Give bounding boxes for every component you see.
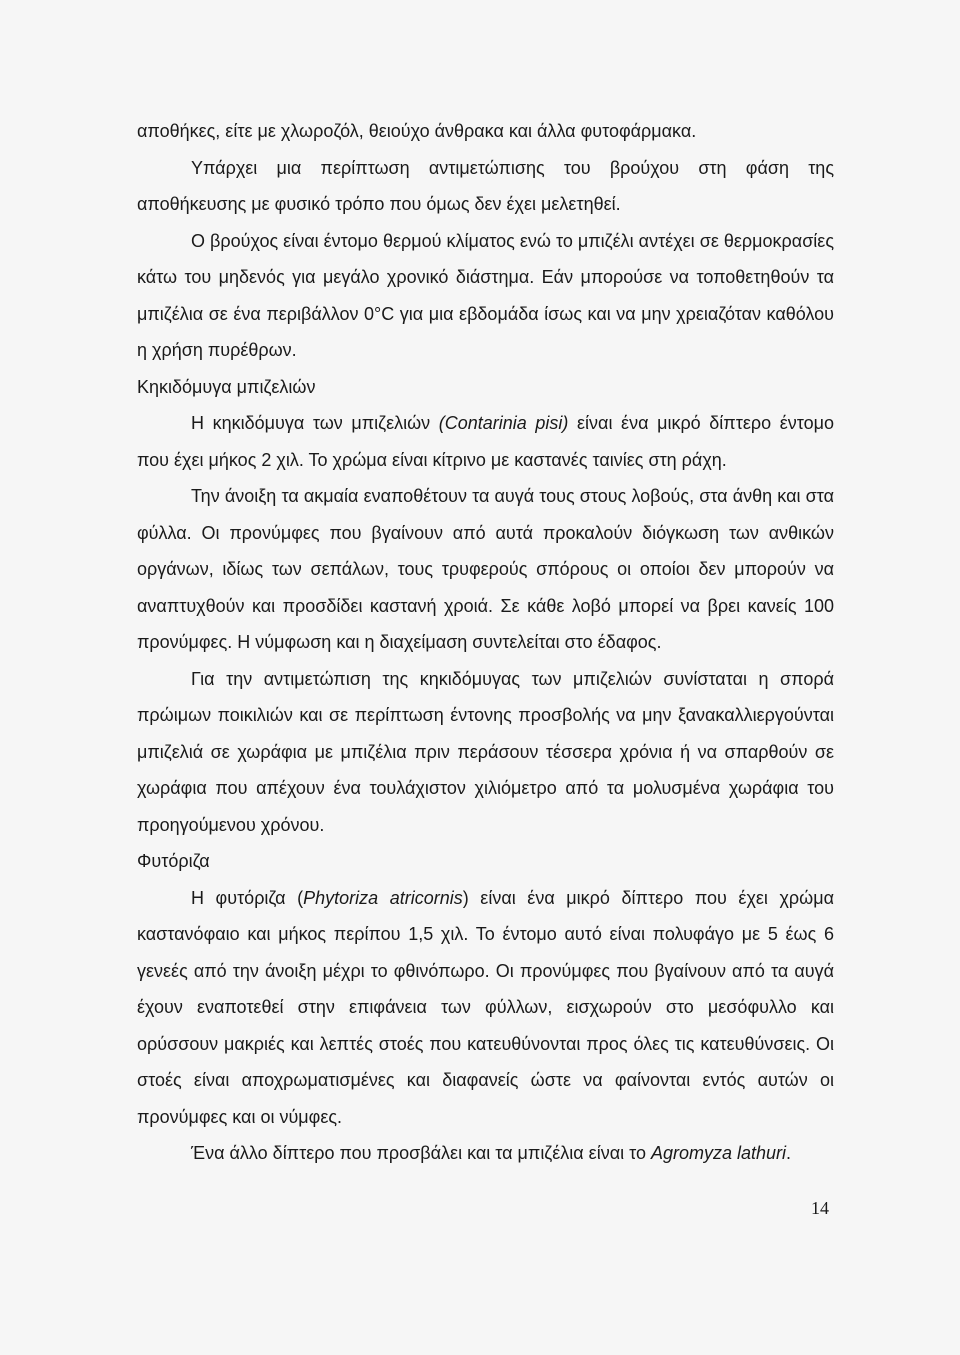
heading-pea-midge: Κηκιδόμυγα μπιζελιών [137,376,316,397]
paragraph-text: ) είναι ένα μικρό δίπτερο που έχει χρώμα καστανόφαιο και μήκος περίπου 1,5 χιλ. Το έντομο αυτό είναι πολυφάγο με 5 έως 6 γενεές από την άνοιξη μέχρι το φθινόπωρο. Οι προνύμφες που βγαίνουν από τα αυγά έχουν εναποτεθεί στην επιφάνεια των φύλλων, εισχωρούν στο μεσόφυλλο και ορύσσουν μακριές και λεπτές στοές που κατευθύνονται προς όλες τις κατευθύνσεις. Οι στοές είναι αποχρωματισμένες και διαφανείς ώστε να φαίνονται εντός αυτών οι προνύμφες και οι νύμφες. [137,887,834,1127]
paragraph-phytoriza-description [137,880,834,1136]
heading-phytoriza: Φυτόριζα [137,851,210,871]
paragraph-pea-midge-damage: Την άνοιξη τα ακμαία εναποθέτουν τα αυγά τους στους λοβούς, στα άνθη και στα φύλλα. Οι προνύμφες που βγαίνουν από αυτά προκαλούν διόγκωση των ανθικών οργάνων, ιδίως των σεπάλων, τους τρυφερούς σπόρους οι οποίοι δεν μπορούν να αναπτυχθούν και προσδίδει καστανή χροιά. Σε κάθε λοβό μπορεί να βρει κανείς 100 προνύμφες. Η νύμφωση και η διαχείμαση συντελείται στο έδαφος. [137,486,834,652]
paragraph-text: Η φυτόριζα ( [191,887,304,908]
scientific-name-contarinia: (Contarinia pisi) [438,413,569,433]
page-number: 14 [811,1198,829,1218]
scientific-name-phytoriza: Phytoriza atricornis [303,887,463,908]
scientific-name-agromyza: Agromyza lathuri [650,1143,787,1163]
paragraph-text: Η κηκιδόμυγα των μπιζελιών [191,413,439,433]
paragraph-text: . [786,1143,792,1163]
paragraph-pea-midge-control: Για την αντιμετώπιση της κηκιδόμυγας των μπιζελιών συνίσταται η σπορά πρώιμων ποικιλιών και σε περίπτωση έντονης προσβολής να μην ξανακαλλιεργούνται μπιζελιά σε χωράφια με μπιζέλια πριν περάσουν τέσσερα χρόνια ή να σπαρθούν σε χωράφια που απέχουν ένα τουλάχιστον χιλιόμετρο από τα μολυσμένα χωράφια του προηγούμενου χρόνου. [137,668,834,835]
paragraph-agromyza [137,1135,834,1172]
paragraph-natural-storage: Υπάρχει μια περίπτωση αντιμετώπισης του βρούχου στη φάση της αποθήκευσης με φυσικό τρόπο που όμως δεν έχει μελετηθεί. [137,157,834,214]
paragraph-storage-chemicals: αποθήκες, είτε με χλωροζόλ, θειούχο άνθρακα και άλλα φυτοφάρμακα. [137,121,697,141]
paragraph-pea-midge-description [137,405,834,478]
body-text [137,113,834,1172]
paragraph-text: είναι ένα μικρό δίπτερο έντομο που έχει μήκος 2 χιλ. Το χρώμα είναι κίτρινο με καστανές ταινίες στη ράχη. [137,413,834,470]
paragraph-text: Ένα άλλο δίπτερο που προσβάλει και τα μπιζέλια είναι το [191,1143,651,1163]
paragraph-cold-storage: Ο βρούχος είναι έντομο θερμού κλίματος ενώ το μπιζέλι αντέχει σε θερμοκρασίες κάτω του μηδενός για μεγάλο χρονικό διάστημα. Εάν μπορούσε να τοποθετηθούν τα μπιζέλια σε ένα περιβάλλον 0°C για μια εβδομάδα ίσως και να μην χρειαζόταν καθόλου η χρήση πυρέθρων. [137,230,834,360]
